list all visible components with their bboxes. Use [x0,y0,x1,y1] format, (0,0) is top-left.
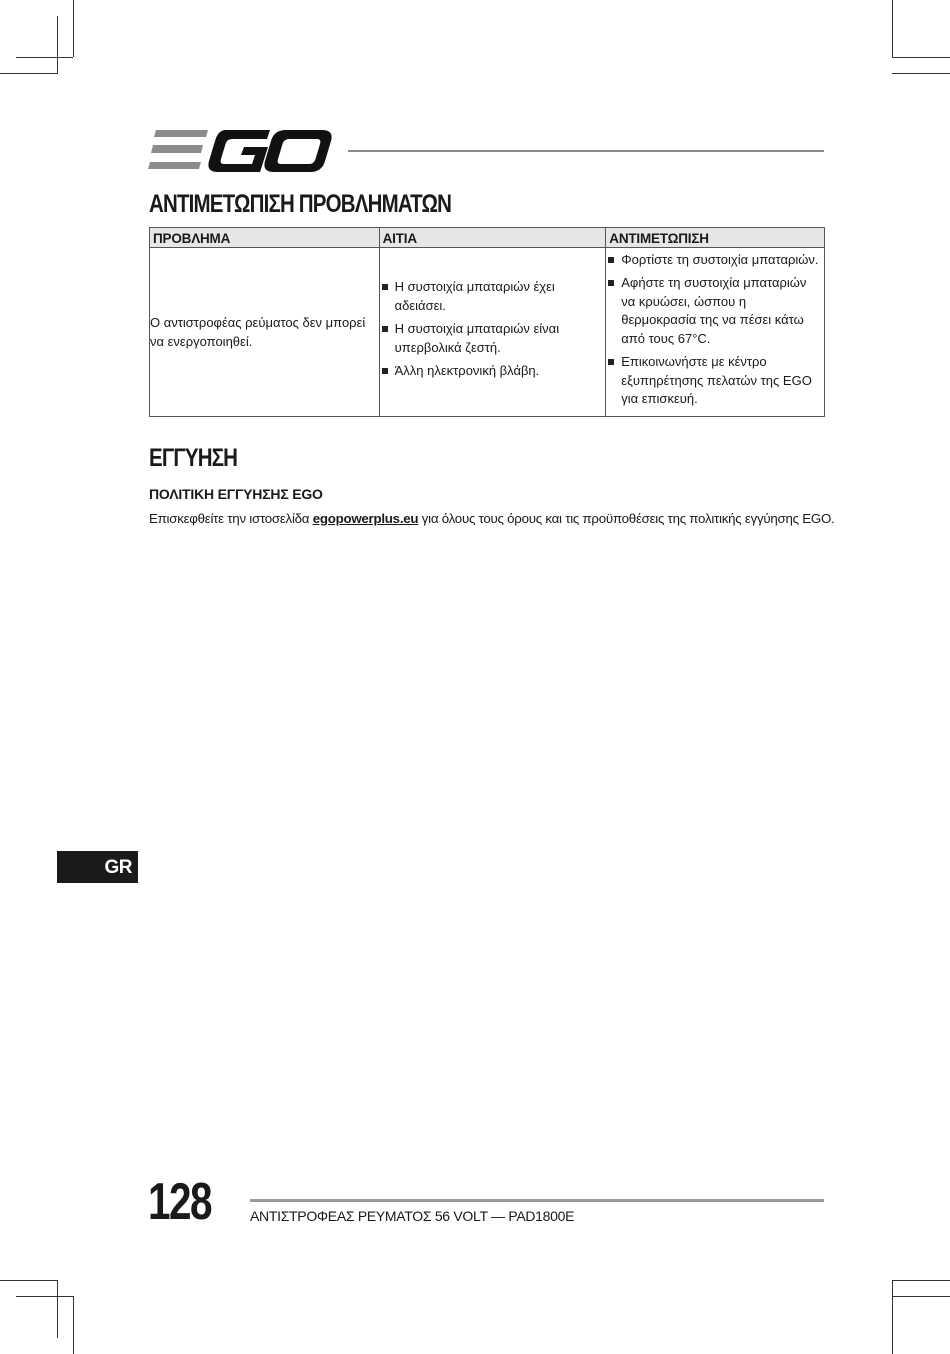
crop-mark [892,1280,950,1281]
table-row [150,248,825,417]
footer-rule [250,1199,824,1202]
remedy-item: Επικοινωνήστε με κέντρο εξυπηρέτησης πελατών της EGO για επισκευή. [606,353,824,409]
cause-cell [379,248,606,417]
footer-title: ΑΝΤΙΣΤΡΟΦΕΑΣ ΡΕΥΜΑΤΟΣ 56 VOLT — PAD1800E [250,1208,575,1224]
crop-mark [892,1280,893,1354]
crop-mark [57,16,58,74]
policy-text-after: για όλους τους όρους και τις προϋποθέσεις της πολιτικής εγγύησης EGO. [418,511,835,526]
crop-mark [0,1280,57,1281]
crop-mark [16,1296,73,1297]
policy-heading: ΠΟΛΙΤΙΚΗ ΕΓΓΥΗΣΗΣ EGO [149,486,323,502]
policy-text-before: Επισκεφθείτε την ιστοσελίδα [149,511,313,526]
crop-mark [57,1280,58,1338]
troubleshooting-table [149,227,825,417]
crop-mark [892,1296,950,1297]
language-code: GR [104,857,132,878]
page-number: 128 [148,1173,211,1231]
header-rule [348,150,824,152]
cause-item: Άλλη ηλεκτρονική βλάβη. [380,362,606,381]
remedy-item: Φορτίστε τη συστοιχία μπαταριών. [606,251,824,270]
troubleshooting-title: ΑΝΤΙΜΕΤΩΠΙΣΗ ΠΡΟΒΛΗΜΑΤΩΝ [149,190,452,218]
problem-cell: Ο αντιστροφέας ρεύματος δεν μπορεί να ενεργοποιηθεί. [150,248,380,417]
warranty-link[interactable]: egopowerplus.eu [312,511,419,526]
warranty-title: ΕΓΓΥΗΣΗ [149,444,238,472]
crop-mark [892,0,893,57]
crop-mark [16,57,73,58]
remedy-list [606,251,824,409]
cause-item: Η συστοιχία μπαταριών είναι υπερβολικά ζεστή. [380,320,606,357]
cause-item: Η συστοιχία μπαταριών έχει αδειάσει. [380,278,606,315]
language-tab [57,851,138,883]
table-header-row [150,228,825,248]
crop-mark [73,1296,74,1354]
crop-mark [892,57,950,58]
remedy-item: Αφήστε τη συστοιχία μπαταριών να κρυώσει, ώσπου η θερμοκρασία της να πέσει κάτω από τους 67°C. [606,274,824,348]
policy-text [149,511,835,526]
crop-mark [892,73,950,74]
crop-mark [0,73,57,74]
crop-mark [73,0,74,57]
header-remedy: ΑΝΤΙΜΕΤΩΠΙΣΗ [606,228,825,248]
header-problem: ΠΡΟΒΛΗΜΑ [150,228,380,248]
header-cause: ΑΙΤΙΑ [379,228,606,248]
ego-logo [148,128,332,174]
cause-list [380,278,606,381]
remedy-cell [606,248,825,417]
